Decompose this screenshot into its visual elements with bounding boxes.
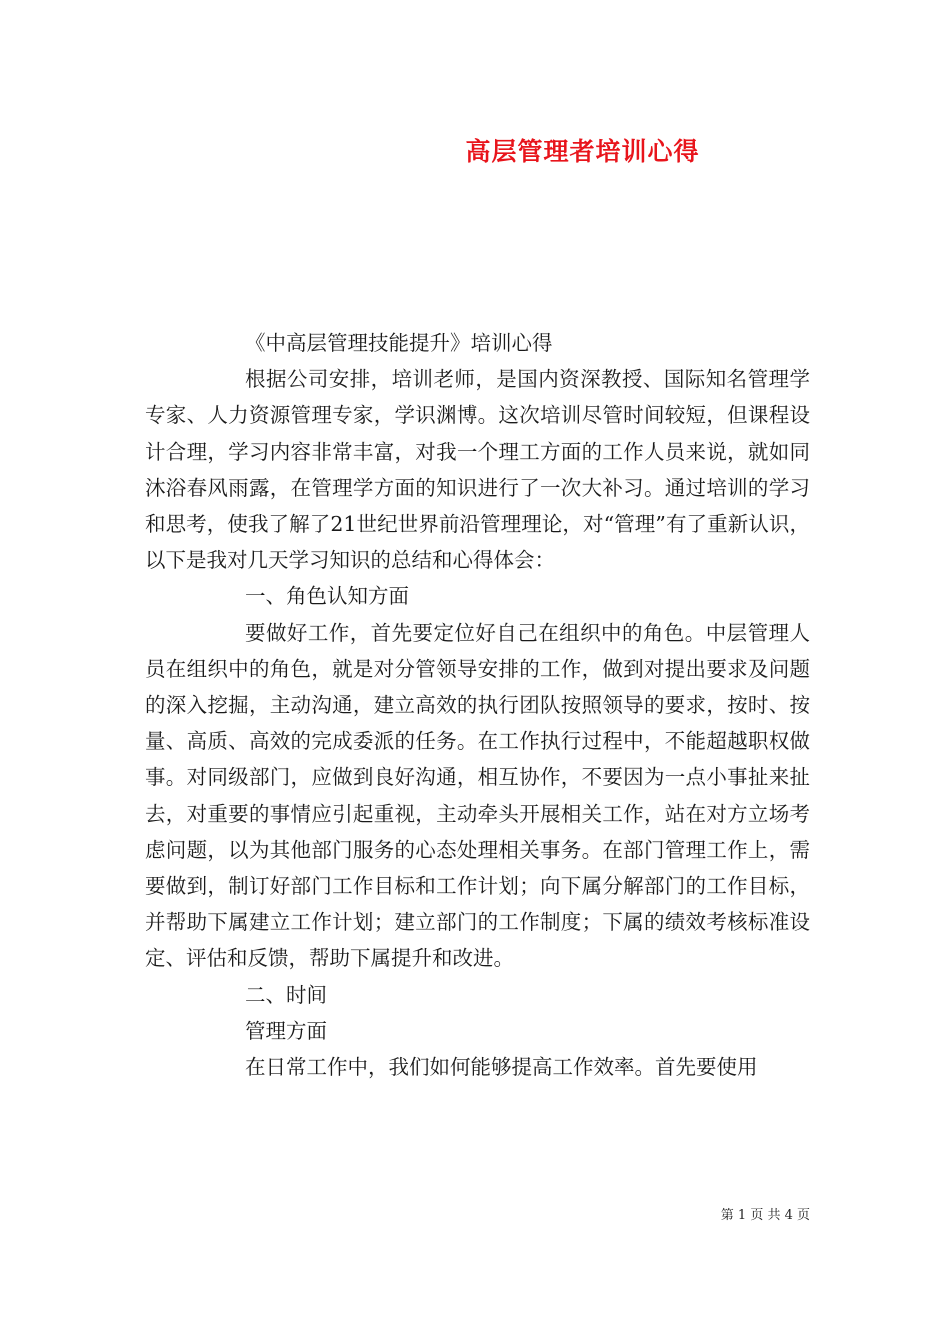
document-title: 高层管理者培训心得 — [465, 137, 700, 166]
section-heading-management: 管理方面 — [245, 1018, 327, 1043]
subtitle-paragraph: 《中高层管理技能提升》培训心得 — [245, 331, 553, 355]
role-paragraph: 要做好工作，首先要定位好自己在组织中的角色。中层管理人员在组织中的角色，就是对分管领导安排的工作，做到对提出要求及问题的深入挖掘，主动沟通，建立高效的执行团队按照领导的要求，按时、按量、高质、高效的完成委派的任务。在工作执行过程中，不能超越职权做事。对同级部门，应做到良好沟通，相互协作，不要因为一点小事扯来扯去，对重要的事情应引起重视，主动牵头开展相关工作，站在对方立场考虑问题，以为其他部门服务的心态处理相关事务。在部门管理工作上，需要做到，制订好部门工作目标和工作计划；向下属分解部门的工作目标，并帮助下属建立工作计划；建立部门的工作制度；下属的绩效考核标准设定、评估和反馈，帮助下属提升和改进。 — [145, 620, 810, 971]
efficiency-paragraph: 在日常工作中，我们如何能够提高工作效率。首先要使用 — [245, 1055, 758, 1080]
document-body — [145, 325, 810, 1085]
section-heading-role: 一、角色认知方面 — [245, 584, 409, 609]
page-number: 第 1 页 共 4 页 — [720, 1208, 810, 1223]
intro-paragraph: 根据公司安排，培训老师，是国内资深教授、国际知名管理学专家、人力资源管理专家，学识渊博。这次培训尽管时间较短，但课程设计合理，学习内容非常丰富，对我一个理工方面的工作人员来说，就如同沐浴春风雨露，在管理学方面的知识进行了一次大补习。通过培训的学习和思考，使我了解了21世纪世界前沿管理理论，对“管理”有了重新认识，以下是我对几天学习知识的总结和心得体会： — [145, 367, 810, 573]
section-heading-time: 二、时间 — [245, 982, 327, 1007]
